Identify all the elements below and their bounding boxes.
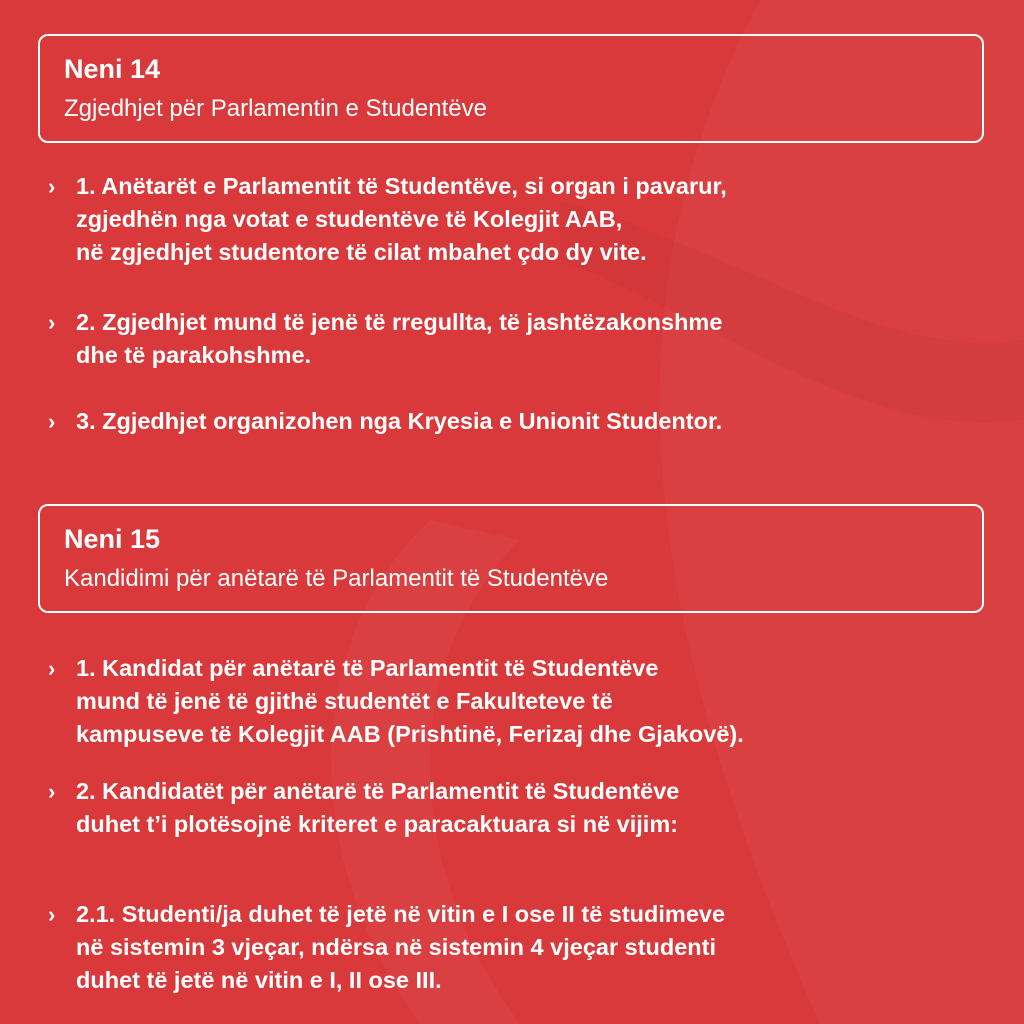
article-15-item-1-text: 1. Kandidat për anëtarë të Parlamentit të Studentëve mund të jenë të gjithë studentët e Fakulteteve të kampuseve të Kolegjit AAB (Prishtinë, Ferizaj dhe Gjakovë). [76, 655, 744, 747]
chevron-right-icon: › [48, 174, 56, 199]
article-14-title: Neni 14 [64, 54, 161, 84]
article-15-item-3 [48, 898, 948, 998]
article-14-header-box [38, 34, 984, 143]
chevron-right-icon: › [48, 779, 56, 804]
article-14-item-1-text: 1. Anëtarët e Parlamentit të Studentëve, si organ i pavarur, zgjedhën nga votat e studentëve të Kolegjit AAB, në zgjedhjet studentore të cilat mbahet çdo dy vite. [76, 173, 727, 265]
article-15-item-1 [48, 652, 948, 752]
article-15-item-3-text: 2.1. Studenti/ja duhet të jetë në vitin e I ose II të studimeve në sistemin 3 vjeçar, ndërsa në sistemin 4 vjeçar studenti duhet të jetë në vitin e I, II ose III. [76, 901, 726, 993]
chevron-right-icon: › [48, 656, 56, 681]
article-15-item-2-text: 2. Kandidatët për anëtarë të Parlamentit të Studentëve duhet t’i plotësojnë kriteret e paracaktuara si në vijim: [76, 778, 680, 837]
article-14-item-3 [48, 405, 948, 439]
chevron-right-icon: › [48, 310, 56, 335]
article-14-item-2 [48, 306, 948, 374]
article-14-item-3-text: 3. Zgjedhjet organizohen nga Kryesia e Unionit Studentor. [76, 408, 723, 434]
article-15-item-2 [48, 775, 948, 843]
article-14-item-2-text: 2. Zgjedhjet mund të jenë të rregullta, të jashtëzakonshme dhe të parakohshme. [76, 309, 723, 368]
article-15-header-box [38, 504, 984, 613]
article-15-title: Neni 15 [64, 524, 161, 554]
article-14-subtitle: Zgjedhjet për Parlamentin e Studentëve [64, 95, 487, 122]
chevron-right-icon: › [48, 409, 56, 434]
chevron-right-icon: › [48, 902, 56, 927]
article-14-item-1 [48, 170, 948, 270]
article-15-subtitle: Kandidimi për anëtarë të Parlamentit të Studentëve [64, 565, 609, 592]
